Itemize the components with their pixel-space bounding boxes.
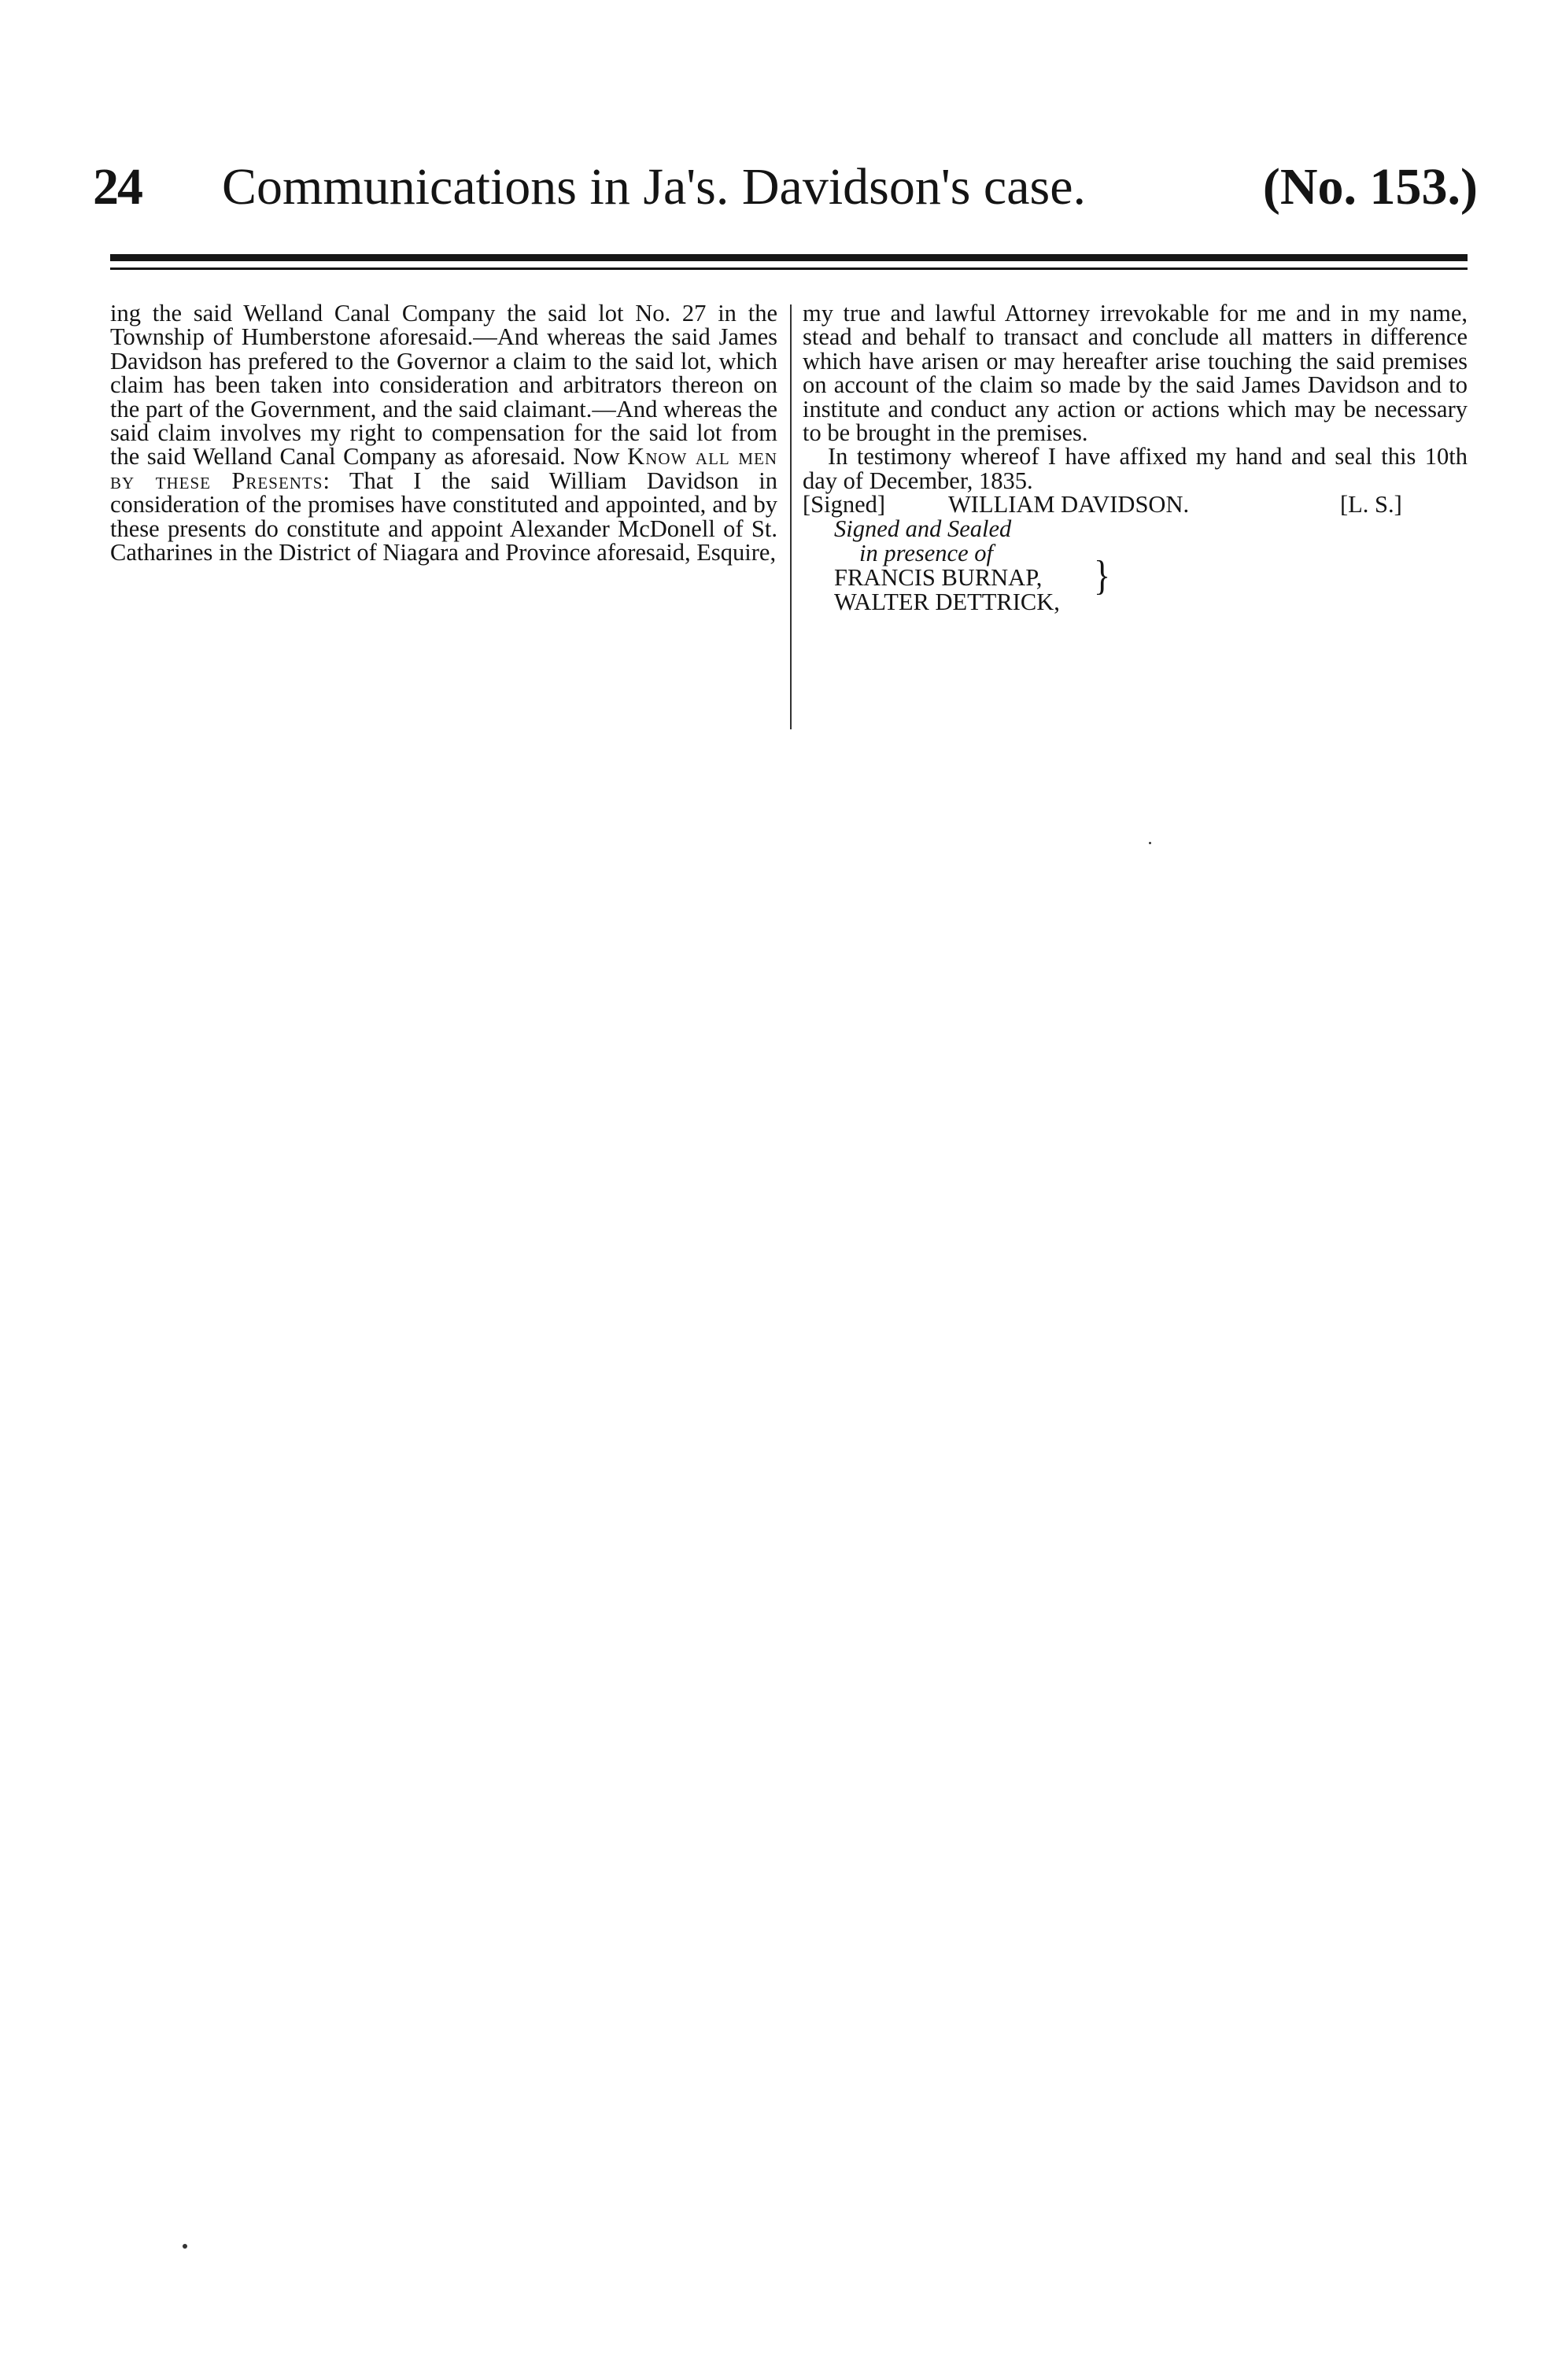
right-paragraph-2: In testimony whereof I have affixed my hand and seal this 10th day of December, 1835. [803,443,1468,494]
right-column [803,301,1468,614]
signed-label: [Signed] [803,491,886,518]
right-paragraph-1: my true and lawful Attorney irrevokable for me and in my name, stead and behalf to transact and conclude all matters in difference which have arisen or may hereafter arise touching the said premises on account of the claim so made by the said James Davidson and to institute and conduct any action or actions which may be necessary to be brought in the premises. [803,300,1468,447]
signature-line [803,493,1468,517]
column-divider [790,304,792,729]
seal-mark: [L. S.] [1340,491,1402,518]
in-presence-label: in presence of [859,540,993,567]
presence-line [803,541,1468,566]
signer-name: WILLIAM DAVIDSON. [948,491,1190,518]
witness-line-2 [803,590,1468,614]
page-number: 24 [93,158,142,216]
body-columns [110,301,1468,742]
header-rule-thin [110,268,1468,270]
left-text-1: ing the said Welland Canal Company the said lot No. 27 in the Township of Humberstone aforesaid.—And whereas the said James Davidson has prefered to the Governor a claim to the said lot, which claim has been taken into consideration and arbitrators thereon on the part of the Government, and the said claimant.—And whereas the said claim involves my right to compensation for the said lot from the said Welland Canal Company as aforesaid. Now [110,300,777,470]
signed-sealed-label: Signed and Sealed [834,515,1012,543]
left-column [110,301,777,564]
header-rule-thick [110,254,1468,261]
ink-speck [1149,842,1151,844]
left-small-caps: Know all men by these Presents [110,443,777,494]
ink-speck [183,2244,187,2249]
left-text-2: : That I the said William Davidson in consideration of the promises have constituted and appointed, and by these presents do constitute and appoint Alexander McDonell of St. Catharines in the District of Niagara and Province aforesaid, Esquire, [110,467,777,566]
witness-brace-top: } [1094,552,1111,600]
document-number: (No. 153.) [1262,158,1478,216]
left-paragraph [110,301,777,564]
running-title: Communications in Ja's. Davidson's case. [222,158,1086,216]
witness-name-1: FRANCIS BURNAP, [834,564,1043,592]
witness-name-2: WALTER DETTRICK, [834,589,1060,616]
signed-sealed-line [803,517,1468,541]
page-header [93,157,1478,228]
